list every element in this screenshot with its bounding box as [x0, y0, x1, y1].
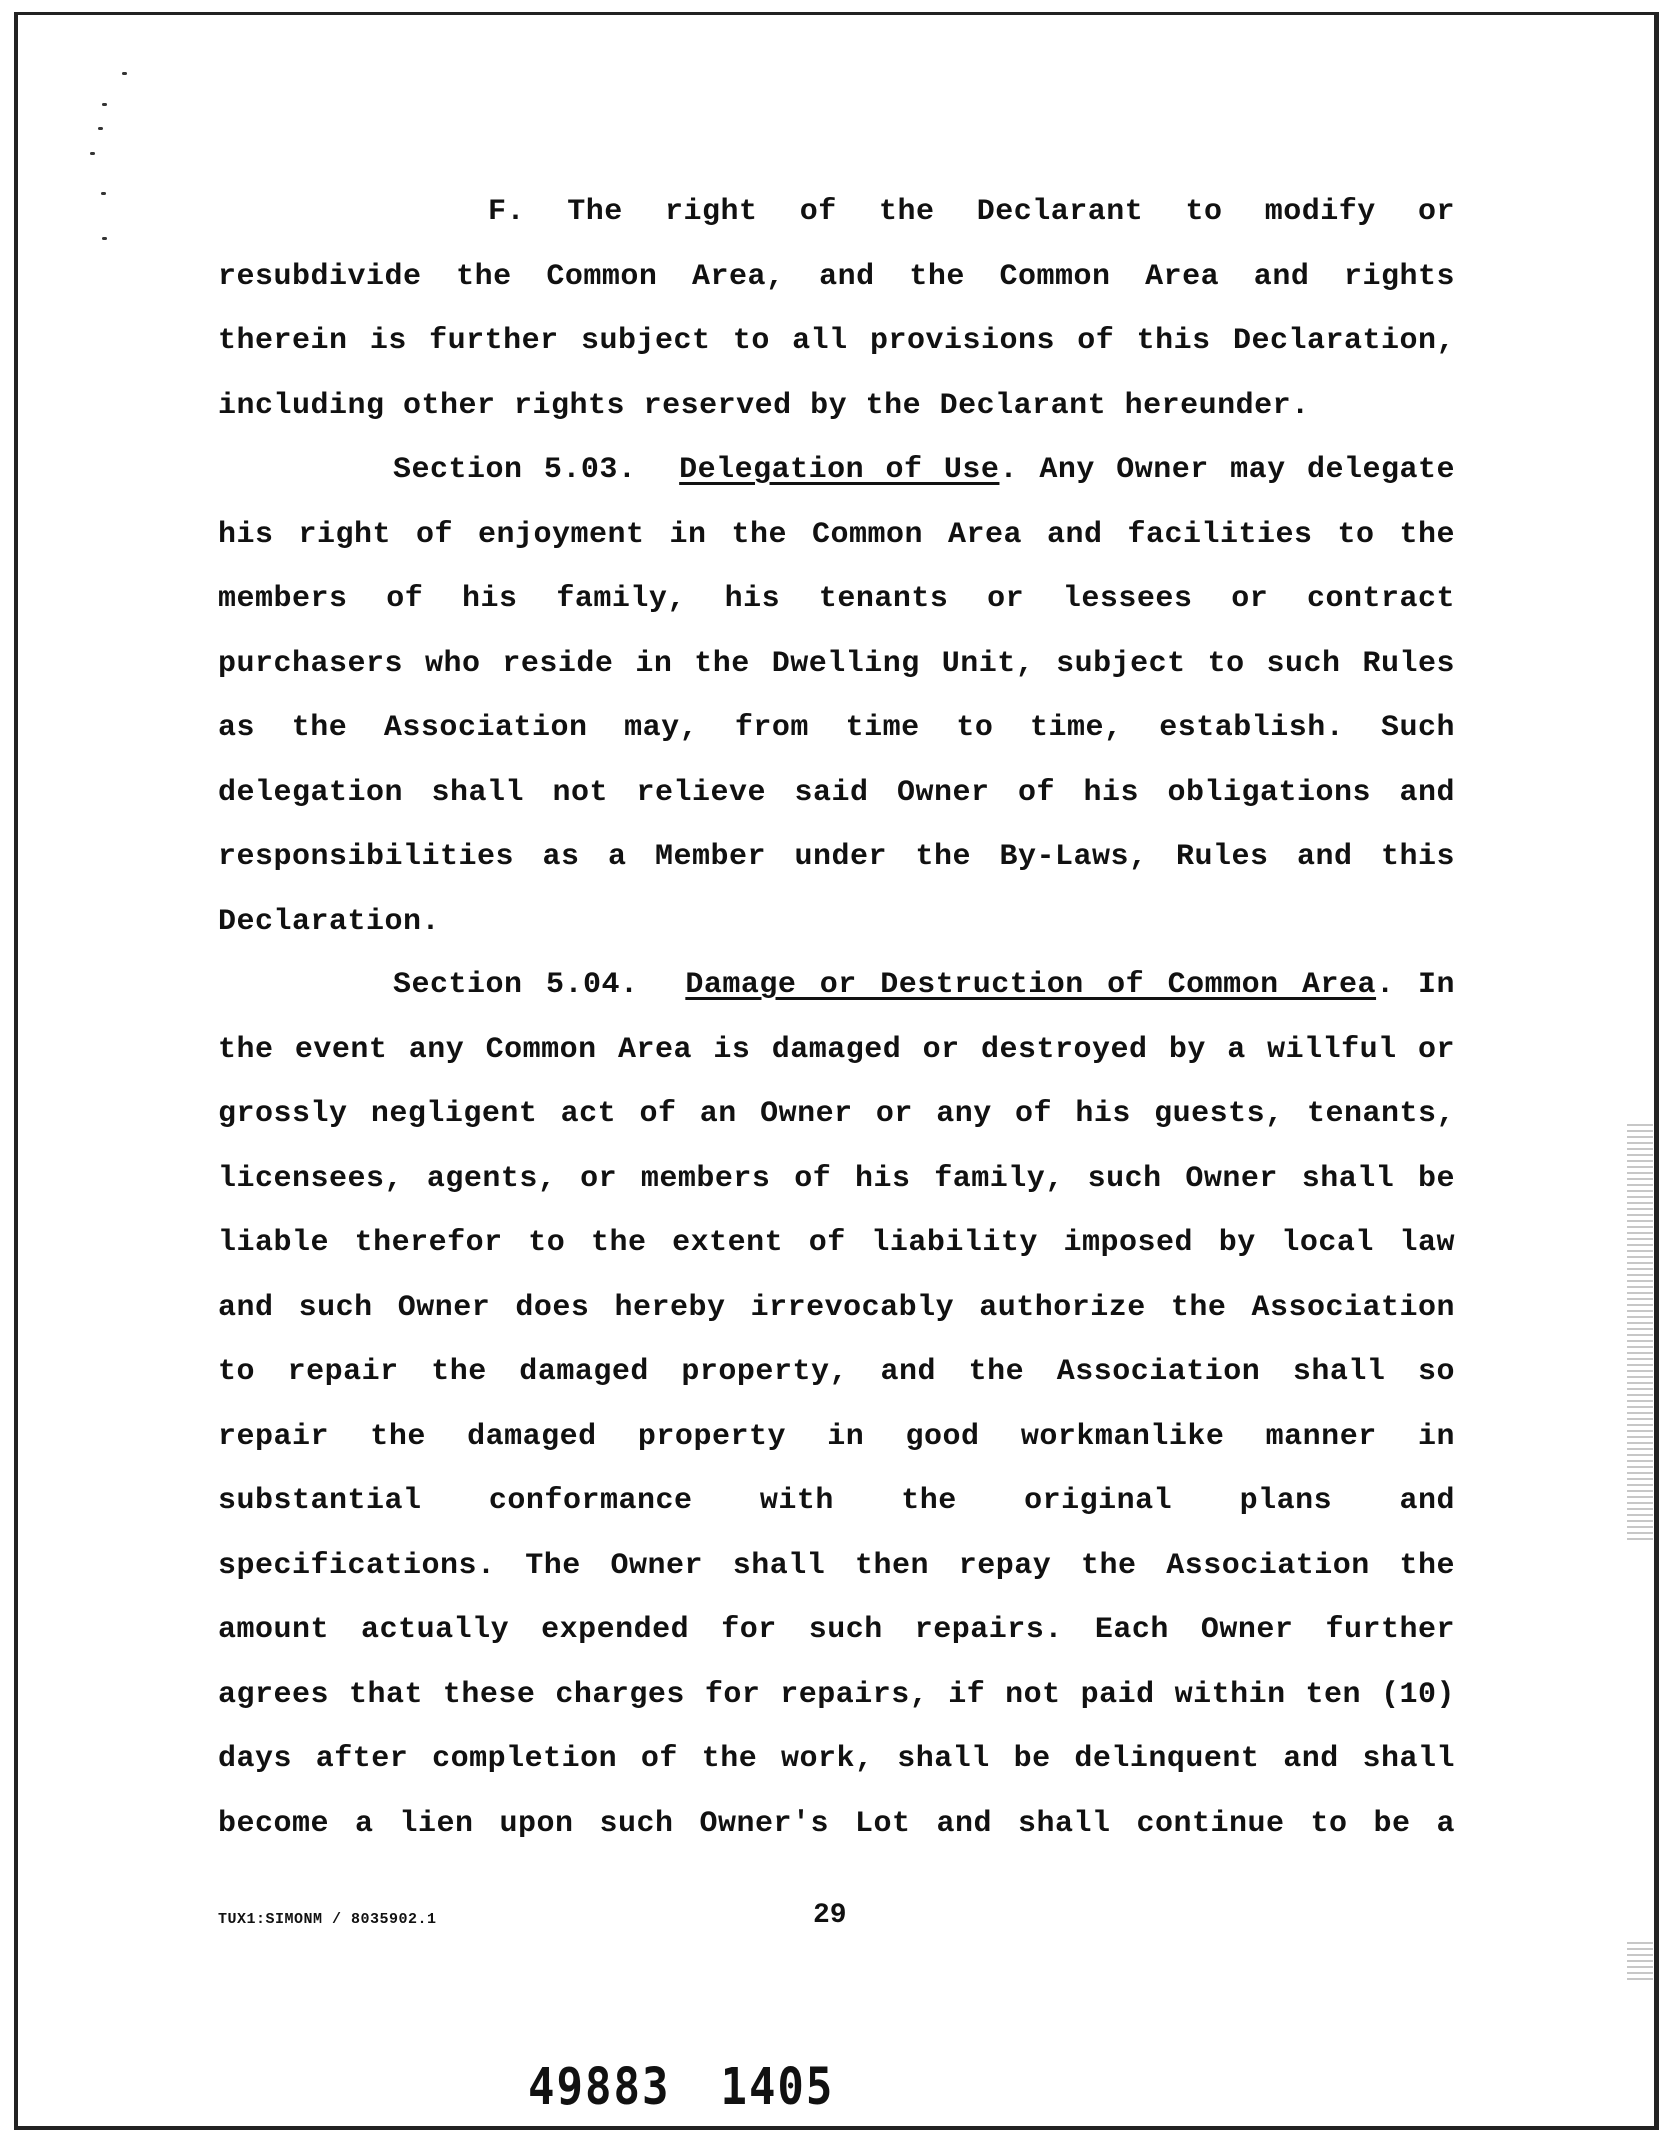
- section-number: Section 5.04.: [393, 968, 639, 1002]
- text-line: as the Association may, from time to time, establish. Such: [218, 711, 1455, 745]
- text-line: become a lien upon such Owner's Lot and shall continue to be a: [218, 1806, 1455, 1841]
- text-line: licensees, agents, or members of his family, such Owner shall be: [218, 1161, 1455, 1196]
- text-line: including other rights reserved by the Declarant hereunder.: [218, 388, 1310, 423]
- text-line: Declaration.: [218, 904, 441, 939]
- text-line: grossly negligent act of an Owner or any of his guests, tenants,: [218, 1097, 1455, 1131]
- section-5-04: [218, 953, 1455, 1856]
- page-number: 29: [813, 1900, 847, 1931]
- text-line: days after completion of the work, shall be delinquent and shall: [218, 1742, 1455, 1776]
- text-line: repair the damaged property in good workmanlike manner in: [218, 1419, 1455, 1454]
- section-title: Delegation of Use: [679, 453, 1000, 487]
- paragraph-f: [218, 180, 1455, 438]
- text-line: specifications. The Owner shall then repay the Association the: [218, 1548, 1455, 1583]
- section-title: Damage or Destruction of Common Area: [685, 968, 1377, 1002]
- text-line: agrees that these charges for repairs, if not paid within ten (10): [218, 1677, 1455, 1712]
- text-line: responsibilities as a Member under the By-Laws, Rules and this: [218, 840, 1455, 874]
- section-heading-line: [218, 953, 1455, 1018]
- section-5-03: [218, 438, 1455, 954]
- section-first-line-text: . Any Owner may delegate: [999, 453, 1455, 487]
- text-line: therein is further subject to all provisions of this Declaration,: [218, 324, 1455, 358]
- text-line: purchasers who reside in the Dwelling Unit, subject to such Rules: [218, 646, 1455, 681]
- section-heading-line: [218, 438, 1455, 503]
- bates-number: [528, 2058, 834, 2117]
- bates-right: 1405: [720, 2058, 835, 2117]
- text-line: resubdivide the Common Area, and the Common Area and rights: [218, 259, 1455, 294]
- text-line: the event any Common Area is damaged or destroyed by a willful or: [218, 1032, 1455, 1067]
- scan-edge-noise-lower: [1627, 1940, 1653, 1980]
- text-line: to repair the damaged property, and the Association shall so: [218, 1355, 1455, 1389]
- document-code: TUX1:SIMONM / 8035902.1: [218, 1911, 437, 1928]
- text-line: F. The right of the Declarant to modify or: [488, 195, 1455, 229]
- text-line: members of his family, his tenants or lessees or contract: [218, 582, 1455, 616]
- section-number: Section 5.03.: [393, 453, 637, 487]
- text-line: substantial conformance with the original plans and: [218, 1484, 1455, 1518]
- text-line: his right of enjoyment in the Common Area and facilities to the: [218, 517, 1455, 552]
- text-line: amount actually expended for such repairs. Each Owner further: [218, 1613, 1455, 1647]
- text-line: delegation shall not relieve said Owner of his obligations and: [218, 775, 1455, 810]
- bates-left: 49883: [528, 2058, 671, 2117]
- scan-edge-noise: [1627, 1120, 1653, 1540]
- text-line: liable therefor to the extent of liability imposed by local law: [218, 1226, 1455, 1260]
- section-first-line-text: . In: [1376, 968, 1455, 1002]
- text-line: and such Owner does hereby irrevocably authorize the Association: [218, 1290, 1455, 1325]
